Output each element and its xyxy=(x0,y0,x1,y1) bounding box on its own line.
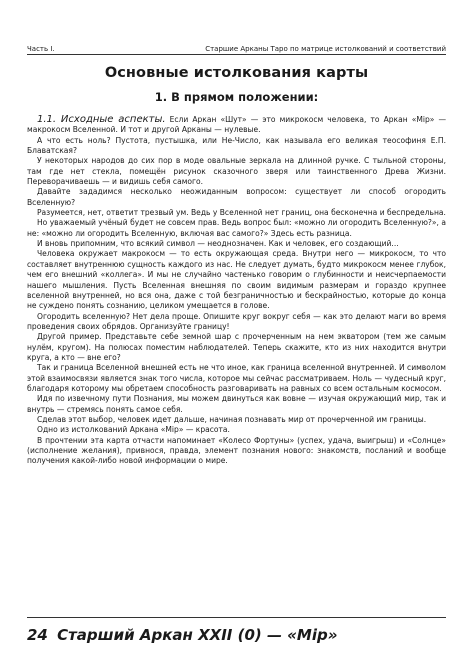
paragraph: У некоторых народов до сих пор в моде овальные зеркала на длинной ручке. С тыльной стороны, там где нет стекла, помещён рисунок сказочного зверя или таинственного Древа Жизни. Переворачиваешь — и видишь себя самого. xyxy=(27,156,446,187)
running-footer xyxy=(27,626,338,644)
header-divider xyxy=(27,54,446,55)
paragraph: Так и граница Вселенной внешней есть не что иное, как граница вселенной внутренней. И символом этой взаимосвязи является знак того числа, которое мы сейчас рассматриваем. Ноль — чудесный круг, благодаря которому мы обретаем способность разговаривать на равных со всем остальным космосом. xyxy=(27,363,446,393)
paragraph: А что есть ноль? Пустота, пустышка, или Не-Число, как называла его великая теософиня Е.П. Блаватская? xyxy=(27,135,446,156)
header-part-label: Часть I. xyxy=(27,45,55,53)
paragraph: И вновь припомним, что всякий символ — неоднозначен. Как и человек, его создающий... xyxy=(37,239,399,249)
footer-chapter-title: Старший Аркан XXII (0) — «Mip» xyxy=(57,626,338,644)
body-text xyxy=(27,115,446,467)
footer-divider xyxy=(27,617,446,618)
paragraph: Другой пример. Представьте себе земной шар с прочерченным на нем экватором (тем же самым нулём, кругом). На полюсах поместим наблюдателей. Теперь скажите, кто из них находится внутри круга, а кто — вне его? xyxy=(27,332,446,362)
running-header xyxy=(27,40,446,53)
paragraph: Одно из истолкований Аркана «Mip» — красота. xyxy=(37,425,230,435)
paragraph: Разумеется, нет, ответит трезвый ум. Ведь у Вселенной нет границ, она бесконечна и беспредельна. xyxy=(37,208,446,218)
page-title: Основные истолкования карты xyxy=(104,65,369,81)
paragraph: Огородить вселенную? Нет дела проще. Опишите круг вокруг себя — как это делают маги во время проведения своих обрядов. Организуйте границу! xyxy=(27,311,446,331)
paragraph: Но уважаемый учёный будет не совсем прав. Ведь вопрос был: «можно ли огородить Вселенную?», а не: «можно ли огородить Вселенную, включая вас самого?» Здесь есть разница. xyxy=(27,218,446,238)
page-number: 24 xyxy=(27,626,48,644)
paragraph: Идя по извечному пути Познания, мы можем двинуться как вовне — изучая окружающий мир, так и внутрь — стремясь понять самое себя. xyxy=(27,394,446,414)
lead-heading: 1.1. Исходные аспекты. xyxy=(37,114,166,125)
paragraph: Человека окружает макрокосм — то есть окружающая среда. Внутри него — микрокосм, то что составляет внутреннюю сущность каждого из нас. Не следует думать, будто микрокосм менее глубок, чем его внешний «коллега». И мы не случайно частенько говорим о глубинности и неисчерпаемости нашего мышления. Пусть Вселенная внешняя по своим видимым размерам и гораздо крупнее вселенной внутренней, но вся она, даже с той безграничностью и бескрайностью, которые до конца не суждено понять сознанию, целиком умещается в голове. xyxy=(27,249,446,311)
lead-text: Если Аркан «Шут» — это микрокосм человека, то Аркан «Mip» — макрокосм Вселенной. И тот и другой Арканы — нулевые. xyxy=(27,115,446,135)
paragraph: В прочтении эта карта отчасти напоминает «Колесо Фортуны» (успех, удача, выигрыш) и «Солнце» (исполнение желания), привнося, правда, элемент познания нового: знакомств, посланий и вообще получения какой-либо новой информации о мире. xyxy=(27,435,446,466)
paragraph: Сделав этот выбор, человек идет дальше, начиная познавать мир от прочерченной им границы. xyxy=(37,414,427,424)
lead-paragraph xyxy=(27,115,446,136)
header-section-title: Старшие Арканы Таро по матрице истолкований и соответствий xyxy=(205,45,446,53)
paragraph: Давайте зададимся несколько неожиданным вопросом: существует ли способ огородить Вселенную? xyxy=(27,187,446,207)
section-subtitle: 1. В прямом положении: xyxy=(154,90,319,104)
